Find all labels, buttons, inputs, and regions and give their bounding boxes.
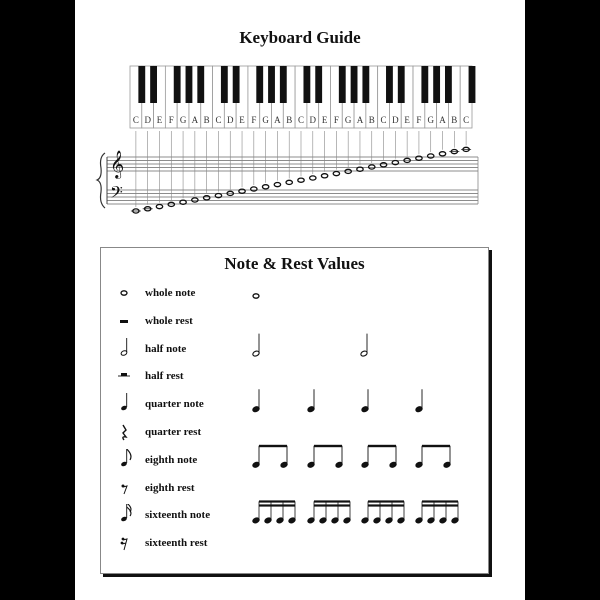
- whole-note-icon: [357, 167, 363, 171]
- whole-note-icon: [439, 152, 445, 156]
- whole-note-icon: [262, 185, 268, 189]
- whole-note-icon: [274, 183, 280, 187]
- key-label: E: [239, 115, 245, 125]
- black-key: [315, 66, 322, 103]
- black-key: [398, 66, 405, 103]
- brace-icon: [97, 153, 105, 208]
- key-label: E: [156, 115, 163, 125]
- music-reference-page: [75, 0, 525, 600]
- key-label: B: [286, 115, 293, 125]
- black-key: [268, 66, 275, 103]
- whole-note-icon: [239, 189, 245, 193]
- key-label: D: [309, 115, 317, 125]
- whole-note-icon: [345, 169, 351, 173]
- black-key: [421, 66, 428, 103]
- black-key: [339, 66, 346, 103]
- key-label: A: [274, 115, 281, 125]
- whole-note-icon: [286, 180, 292, 184]
- keyboard-and-staff-diagram: [75, 0, 525, 240]
- black-key: [362, 66, 369, 103]
- black-key: [445, 66, 452, 103]
- black-key: [138, 66, 145, 103]
- whole-note-icon: [156, 205, 162, 209]
- key-label: A: [191, 115, 199, 125]
- black-key: [303, 66, 310, 103]
- black-key: [221, 66, 228, 103]
- key-label: B: [203, 115, 210, 125]
- key-label: B: [368, 115, 375, 125]
- key-label: G: [262, 115, 269, 125]
- whole-note-icon: [251, 187, 257, 191]
- key-label: E: [404, 115, 410, 125]
- key-label: F: [168, 115, 174, 125]
- black-key: [256, 66, 263, 103]
- key-label: G: [344, 115, 352, 125]
- black-key: [280, 66, 287, 103]
- note-rest-values-title: Note & Rest Values: [224, 254, 365, 273]
- whole-note-icon: [298, 178, 304, 182]
- key-label: F: [333, 115, 339, 125]
- key-label: F: [416, 115, 422, 125]
- black-key: [197, 66, 204, 103]
- key-label: A: [439, 115, 446, 125]
- key-label: D: [144, 115, 151, 125]
- note-value-label: whole note: [145, 287, 196, 299]
- whole-note-icon: [428, 154, 434, 158]
- black-key: [386, 66, 393, 103]
- note-value-label: eighth rest: [145, 481, 195, 494]
- whole-note-icon: [168, 202, 174, 206]
- whole-note-icon: [321, 174, 327, 178]
- bass-clef-icon: 𝄢: [110, 184, 123, 206]
- note-value-label: half rest: [145, 370, 184, 383]
- whole-note-icon: [392, 161, 398, 165]
- key-label: C: [132, 115, 139, 125]
- whole-note-icon: [310, 176, 316, 180]
- whole-note-icon: [380, 163, 386, 167]
- key-label: C: [215, 115, 222, 125]
- whole-note-icon: [203, 196, 209, 200]
- whole-note-icon: [416, 156, 422, 160]
- keyboard-guide-title: Keyboard Guide: [239, 28, 361, 47]
- key-label: D: [392, 115, 399, 125]
- key-label: C: [297, 115, 305, 125]
- key-label: F: [251, 115, 257, 125]
- black-key: [433, 66, 440, 103]
- whole-note-icon: [215, 194, 221, 198]
- note-rest-values-panel: [100, 247, 489, 574]
- black-key: [150, 66, 157, 103]
- whole-note-icon: [180, 200, 186, 204]
- key-label: D: [226, 115, 234, 125]
- note-examples: [101, 248, 488, 573]
- key-label: C: [380, 115, 387, 125]
- key-label: B: [451, 115, 458, 125]
- note-value-label: quarter rest: [145, 426, 202, 438]
- black-key: [469, 66, 476, 103]
- key-label: G: [427, 115, 434, 125]
- whole-note-icon: [369, 165, 375, 169]
- black-key: [186, 66, 193, 103]
- note-value-label: whole rest: [145, 314, 193, 327]
- black-key: [174, 66, 181, 103]
- note-value-label: sixteenth note: [145, 509, 211, 522]
- note-value-label: sixteenth rest: [145, 537, 208, 550]
- key-label: E: [321, 115, 328, 125]
- whole-note-icon: [192, 198, 198, 202]
- treble-clef-icon: 𝄞: [110, 152, 125, 178]
- whole-note-icon: [333, 172, 339, 176]
- black-key: [233, 66, 240, 103]
- key-label: A: [356, 115, 364, 125]
- key-label: G: [179, 115, 187, 125]
- key-label: C: [463, 115, 470, 125]
- note-value-label: quarter note: [145, 398, 204, 411]
- note-value-label: eighth note: [145, 453, 198, 466]
- black-key: [351, 66, 358, 103]
- note-value-label: half note: [145, 342, 187, 355]
